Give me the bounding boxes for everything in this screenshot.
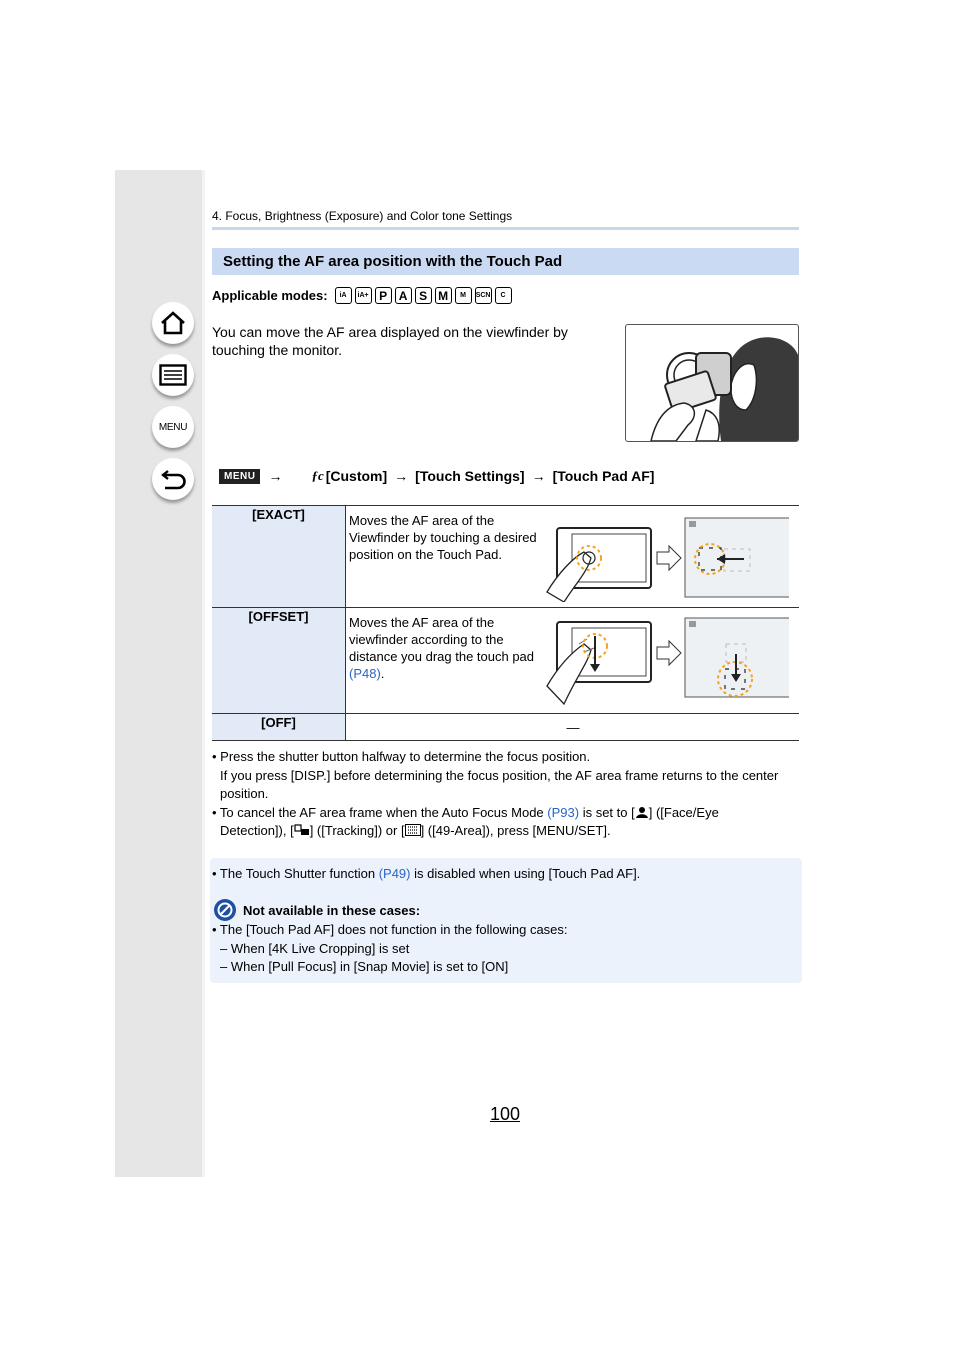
- mode-ia-icon: iA: [335, 287, 352, 304]
- not-available-icon: [214, 899, 236, 921]
- link-p93[interactable]: (P93): [547, 804, 580, 820]
- not-available-heading: Not available in these cases:: [214, 899, 420, 921]
- menu-path: [219, 468, 654, 484]
- setting-label: [OFF]: [212, 714, 346, 741]
- setting-desc: Moves the AF area of the Viewfinder by touching a desired position on the Touch Pad.: [349, 513, 537, 562]
- back-button[interactable]: [152, 458, 194, 500]
- settings-table: [212, 505, 799, 741]
- custom-menu-icon: ƒc: [311, 468, 324, 483]
- breadcrumb: 4. Focus, Brightness (Exposure) and Color tone Settings: [212, 209, 513, 223]
- path-arrow: →: [394, 468, 409, 484]
- face-eye-icon: [635, 806, 649, 818]
- path-arrow: →: [268, 468, 283, 484]
- menu-icon: MENU: [158, 421, 188, 433]
- toc-button[interactable]: [152, 354, 194, 396]
- breadcrumb-rule: [212, 227, 799, 230]
- mode-movie-m-icon: M: [455, 287, 472, 304]
- section-title: Setting the AF area position with the Touch Pad: [212, 248, 799, 275]
- setting-label: [OFFSET]: [212, 608, 346, 714]
- link-p48[interactable]: (P48): [349, 666, 381, 681]
- link-p49[interactable]: (P49): [378, 866, 411, 881]
- table-row: [212, 506, 799, 608]
- note-1b: If you press [DISP.] before determining the focus position, the AF area frame returns to the center position.: [220, 767, 779, 801]
- mode-scn-icon: SCN: [475, 287, 492, 304]
- table-row: [212, 714, 799, 741]
- home-button[interactable]: [152, 302, 194, 344]
- setting-desc: —: [346, 714, 800, 741]
- sidebar-divider: [202, 170, 205, 1177]
- list-item: – When [4K Live Cropping] is set: [220, 940, 410, 956]
- menu-badge: MENU: [219, 469, 260, 484]
- menu-step-custom: [Custom]: [325, 468, 388, 484]
- table-row: [212, 608, 799, 714]
- tracking-icon: [294, 824, 310, 836]
- intro-text: You can move the AF area displayed on the viewfinder by touching the monitor.: [212, 324, 568, 358]
- back-icon: [159, 467, 187, 491]
- 49-area-icon: [405, 824, 421, 836]
- path-arrow: →: [531, 468, 546, 484]
- mode-ia-plus-icon: iA+: [355, 287, 372, 304]
- mode-a-icon: A: [395, 287, 412, 304]
- page-number: 100: [490, 1104, 521, 1124]
- tip-touch-shutter: • The Touch Shutter function (P49) is disabled when using [Touch Pad AF].: [212, 866, 641, 881]
- notes: [212, 748, 792, 841]
- list-item: • The [Touch Pad AF] does not function in the following cases:: [212, 922, 568, 937]
- menu-step-touch-settings: [Touch Settings]: [415, 468, 525, 484]
- note-2b: Detection]), [ ] ([Tracking]) or [ ] ([49-Area]), press [MENU/SET].: [220, 823, 611, 838]
- exact-illustration: [539, 512, 789, 606]
- mode-p-icon: P: [375, 287, 392, 304]
- mode-s-icon: S: [415, 287, 432, 304]
- not-available-list: [212, 921, 568, 977]
- list-item: – When [Pull Focus] in [Snap Movie] is set to [ON]: [220, 959, 509, 974]
- mode-creative-icon: C: [495, 287, 512, 304]
- applicable-modes: [212, 287, 515, 304]
- note-1: • Press the shutter button halfway to determine the focus position.: [212, 749, 591, 764]
- tip-box: [210, 858, 802, 983]
- setting-label: [EXACT]: [212, 506, 346, 608]
- setting-desc: Moves the AF area of the viewfinder according to the distance you drag the touch pad (P48).: [349, 615, 535, 681]
- menu-button[interactable]: [152, 406, 194, 448]
- applicable-modes-label: Applicable modes:: [212, 288, 328, 303]
- note-2: • To cancel the AF area frame when the Auto Focus Mode (P93) is set to [ ] ([Face/Eye: [212, 804, 719, 820]
- offset-illustration: [539, 614, 789, 713]
- mode-m-icon: M: [435, 287, 452, 304]
- viewfinder-photo: [625, 324, 799, 442]
- menu-step-touch-pad-af: [Touch Pad AF]: [552, 468, 655, 484]
- home-icon: [159, 310, 187, 336]
- toc-icon: [159, 364, 187, 386]
